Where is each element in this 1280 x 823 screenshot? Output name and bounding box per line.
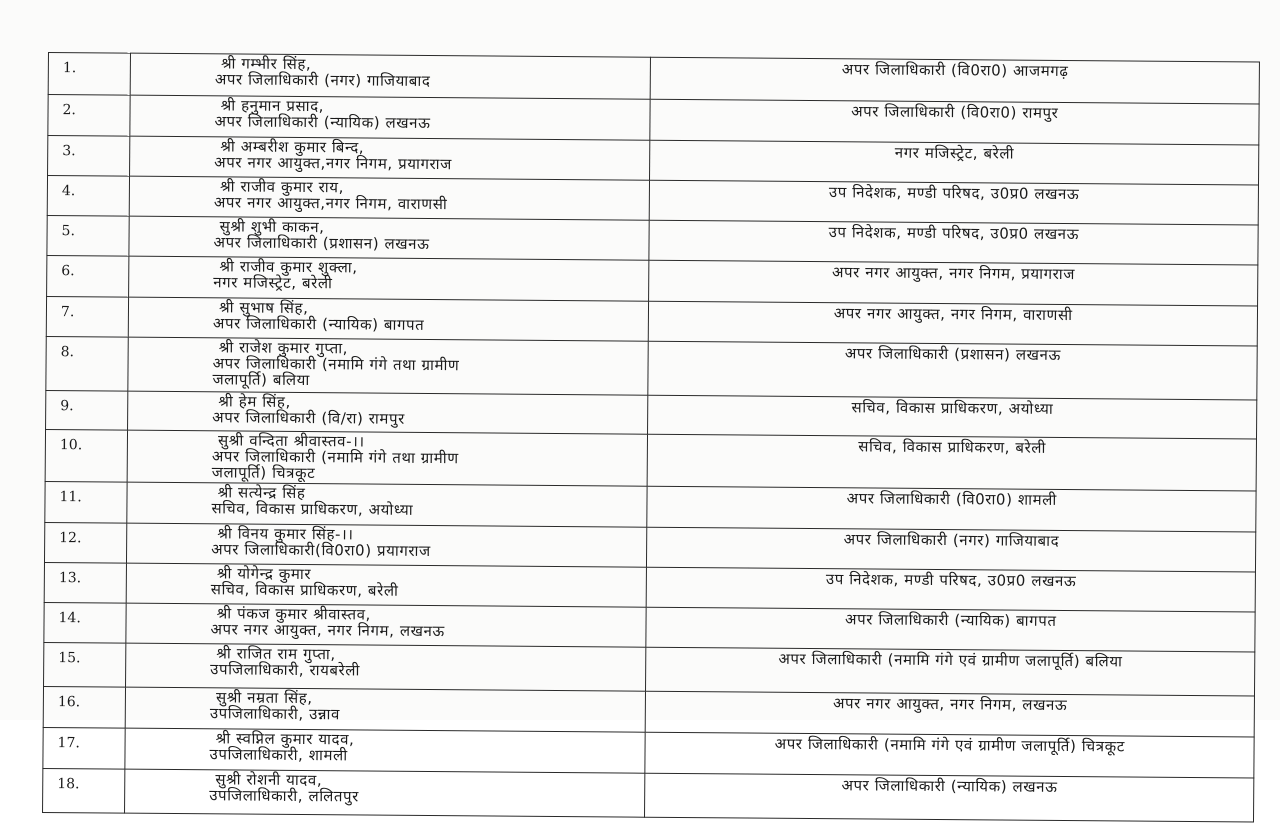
officer-name: श्री अम्बरीश कुमार बिन्द, [220, 137, 365, 157]
officer-name: श्री राजीव कुमार राय, [219, 177, 345, 197]
officer-name: श्री सुभाष सिंह, [218, 298, 309, 318]
table-row [45, 429, 1256, 491]
officer-cell [126, 643, 647, 691]
serial-number: 7. [46, 296, 128, 337]
serial-number: 9. [46, 390, 128, 430]
current-designation: अपर जिलाधिकारी (प्रशासन) लखनऊ [213, 233, 430, 254]
serial-number: 10. [45, 429, 127, 482]
officer-name: श्री विनय कुमार सिंह-।। [217, 524, 354, 544]
new-posting: अपर जिलाधिकारी (नगर) गाजियाबाद [647, 527, 1256, 572]
officer-cell [126, 603, 647, 647]
serial-number: 17. [43, 727, 125, 769]
officer-name: सुश्री शुभी काकन, [219, 217, 325, 237]
officer-name: श्री राजीव कुमार शुक्ला, [219, 257, 358, 277]
current-designation-continued: जलापूर्ति) चित्रकूट [211, 463, 316, 483]
current-designation: अपर नगर आयुक्त,नगर निगम, प्रयागराज [214, 153, 452, 174]
officer-cell [129, 216, 650, 260]
current-designation: अपर जिलाधिकारी(वि0रा0) प्रयागराज [211, 540, 431, 561]
serial-number: 11. [45, 481, 127, 523]
new-posting: सचिव, विकास प्राधिकरण, बरेली [648, 434, 1257, 491]
serial-number: 2. [48, 95, 130, 137]
current-designation-continued: जलापूर्ति) बलिया [212, 370, 310, 390]
officer-name: श्री योगेन्द्र कुमार [216, 564, 312, 584]
serial-number: 6. [47, 255, 129, 297]
new-posting: नगर मजिस्ट्रेट, बरेली [650, 140, 1259, 185]
current-designation: अपर जिलाधिकारी (नमामि गंगे तथा ग्रामीण [211, 447, 459, 468]
officer-cell [128, 391, 649, 434]
officer-name: श्री हनुमान प्रसाद, [220, 96, 325, 116]
current-designation: सचिव, विकास प्राधिकरण, बरेली [210, 580, 399, 600]
current-designation: अपर नगर आयुक्त,नगर निगम, वाराणसी [213, 193, 448, 214]
new-posting: अपर जिलाधिकारी (नमामि गंगे एवं ग्रामीण जलापूर्ति) चित्रकूट [645, 732, 1254, 778]
current-designation: अपर जिलाधिकारी (वि/रा) रामपुर [212, 408, 405, 428]
new-posting: उप निदेशक, मण्डी परिषद, उ0प्र0 लखनऊ [649, 220, 1258, 265]
new-posting: अपर जिलाधिकारी (वि0रा0) शामली [647, 486, 1256, 532]
serial-number: 1. [48, 53, 130, 96]
serial-number: 8. [46, 336, 128, 391]
new-posting: उप निदेशक, मण्डी परिषद, उ0प्र0 लखनऊ [647, 567, 1256, 612]
officer-name: श्री गम्भीर सिंह, [220, 54, 312, 74]
new-posting: अपर जिलाधिकारी (न्यायिक) लखनऊ [645, 773, 1254, 822]
current-designation: अपर नगर आयुक्त, नगर निगम, लखनऊ [210, 620, 445, 641]
officer-cell [127, 430, 648, 486]
officer-name: श्री पंकज कुमार श्रीवास्तव, [216, 604, 372, 624]
serial-number: 18. [43, 768, 125, 813]
officer-cell [129, 256, 650, 301]
new-posting: अपर नगर आयुक्त, नगर निगम, लखनऊ [646, 691, 1255, 737]
new-posting: अपर जिलाधिकारी (वि0रा0) आजमगढ़ [651, 57, 1260, 104]
officer-name: सुश्री नम्रता सिंह, [215, 688, 313, 708]
serial-number: 14. [44, 602, 126, 643]
officer-cell [130, 95, 651, 140]
officer-cell [129, 176, 650, 220]
current-designation: अपर जिलाधिकारी (नगर) गाजियाबाद [214, 70, 431, 91]
table-row [43, 768, 1254, 822]
officer-cell [125, 728, 646, 773]
serial-number: 12. [44, 522, 126, 563]
officer-name: श्री हेम सिंह, [218, 392, 291, 411]
officer-name: श्री स्वप्निल कुमार यादव, [215, 729, 355, 749]
officer-cell [130, 53, 651, 99]
officer-cell [127, 482, 648, 527]
new-posting: अपर जिलाधिकारी (नमामि गंगे एवं ग्रामीण जलापूर्ति) बलिया [646, 647, 1255, 696]
new-posting: उप निदेशक, मण्डी परिषद, उ0प्र0 लखनऊ [650, 180, 1259, 225]
new-posting: अपर जिलाधिकारी (वि0रा0) रामपुर [650, 99, 1259, 145]
new-posting: अपर जिलाधिकारी (न्यायिक) बागपत [646, 607, 1255, 652]
current-designation: अपर जिलाधिकारी (न्यायिक) लखनऊ [214, 112, 431, 133]
officer-cell [125, 687, 646, 732]
officer-cell [130, 136, 651, 180]
new-posting: अपर नगर आयुक्त, नगर निगम, प्रयागराज [649, 260, 1258, 306]
current-designation: उपजिलाधिकारी, उन्नाव [209, 704, 341, 724]
current-designation: उपजिलाधिकारी, ललितपुर [209, 786, 360, 806]
current-designation: सचिव, विकास प्राधिकरण, अयोध्या [211, 499, 414, 519]
serial-number: 16. [43, 686, 125, 728]
current-designation: नगर मजिस्ट्रेट, बरेली [213, 273, 333, 293]
current-designation: अपर जिलाधिकारी (न्यायिक) बागपत [212, 314, 425, 334]
current-designation: उपजिलाधिकारी, शामली [209, 745, 348, 765]
serial-number: 15. [44, 642, 126, 687]
current-designation: अपर जिलाधिकारी (नमामि गंगे तथा ग्रामीण [212, 354, 460, 375]
transfer-list-table [42, 52, 1260, 822]
officer-name: सुश्री वन्दिता श्रीवास्तव-।। [217, 431, 365, 451]
officer-cell [126, 563, 647, 607]
officer-cell [125, 769, 646, 817]
current-designation: उपजिलाधिकारी, रायबरेली [210, 660, 361, 680]
officer-name: श्री राजेश कुमार गुप्ता, [218, 338, 349, 358]
officer-cell [128, 337, 649, 395]
serial-number: 4. [47, 176, 129, 217]
officer-name: श्री सत्येन्द्र सिंह [217, 483, 306, 503]
serial-number: 13. [44, 562, 126, 603]
officer-cell [128, 297, 649, 341]
serial-number: 5. [47, 215, 129, 256]
new-posting: अपर जिलाधिकारी (प्रशासन) लखनऊ [648, 341, 1257, 400]
officer-name: सुश्री रोशनी यादव, [215, 770, 323, 790]
new-posting: सचिव, विकास प्राधिकरण, अयोध्या [648, 395, 1257, 439]
serial-number: 3. [48, 136, 130, 177]
table-row [46, 336, 1257, 400]
officer-cell [127, 523, 648, 567]
officer-name: श्री राजित राम गुप्ता, [216, 644, 336, 664]
new-posting: अपर नगर आयुक्त, नगर निगम, वाराणसी [649, 301, 1258, 346]
